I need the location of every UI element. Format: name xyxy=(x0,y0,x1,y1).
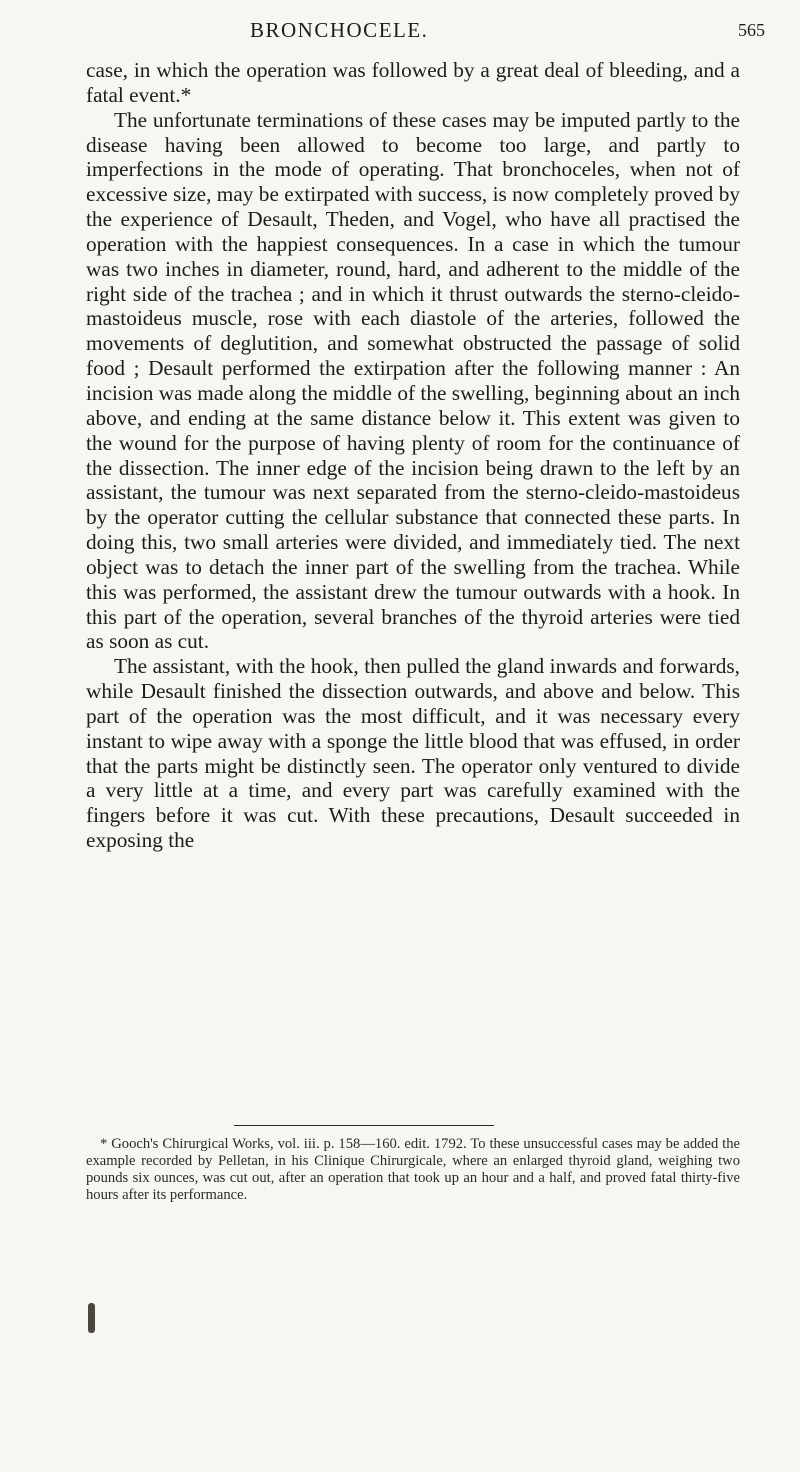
footnote: * Gooch's Chirurgical Works, vol. iii. p. 158—160. edit. 1792. To these unsuccessful cases may be added the example recorded by Pelletan, in his Clinique Chirurgicale, where an enlarged thyroid gland, weighing two pounds six ounces, was cut out, after an operation that took up an hour and a half, and proved fatal thirty-five hours after its performance. xyxy=(86,1136,740,1203)
page-number: 565 xyxy=(738,20,765,40)
page-header xyxy=(0,14,800,54)
running-head: BRONCHOCELE. xyxy=(250,18,429,42)
body-text xyxy=(86,58,740,853)
paragraph-assistant-hook: The assistant, with the hook, then pulled the gland inwards and forwards, while Desault finished the dissection outwards, and above and below. This part of the operation was the most difficult, and it was necessary every instant to wipe away with a sponge the little blood that was effused, in order that the parts might be distinctly seen. The operator only ventured to divide a very little at a time, and every part was carefully examined with the fingers before it was cut. With these precautions, Desault succeeded in exposing the xyxy=(86,654,740,853)
paragraph-continuation: case, in which the operation was followed by a great deal of bleeding, and a fatal event.* xyxy=(86,58,740,107)
paragraph-desault-operation: The unfortunate terminations of these cases may be imputed partly to the disease having been allowed to become too large, and partly to imperfections in the mode of operating. That bronchoceles, when not of excessive size, may be extirpated with success, is now completely proved by the experience of Desault, Theden, and Vogel, who have all practised the operation with the happiest consequences. In a case in which the tumour was two inches in diameter, round, hard, and adherent to the middle of the right side of the trachea ; and in which it thrust outwards the sterno-cleido-mastoideus muscle, rose with each diastole of the arteries, followed the movements of deglutition, and somewhat obstructed the passage of solid food ; Desault performed the extirpation after the following manner : An incision was made along the middle of the swelling, beginning about an inch above, and ending at the same distance below it. This extent was given to the wound for the purpose of having plenty of room for the continuance of the dissection. The inner edge of the incision being drawn to the left by an assistant, the tumour was next separated from the sterno-cleido-mastoideus by the operator cutting the cellular substance that connected these parts. In doing this, two small arteries were divided, and immediately tied. The next object was to detach the inner part of the swelling from the trachea. While this was performed, the assistant drew the tumour outwards with a hook. In this part of the operation, several branches of the thyroid arteries were tied as soon as cut. xyxy=(86,107,740,654)
ink-smudge xyxy=(88,1303,95,1333)
footnote-divider xyxy=(234,1125,494,1126)
